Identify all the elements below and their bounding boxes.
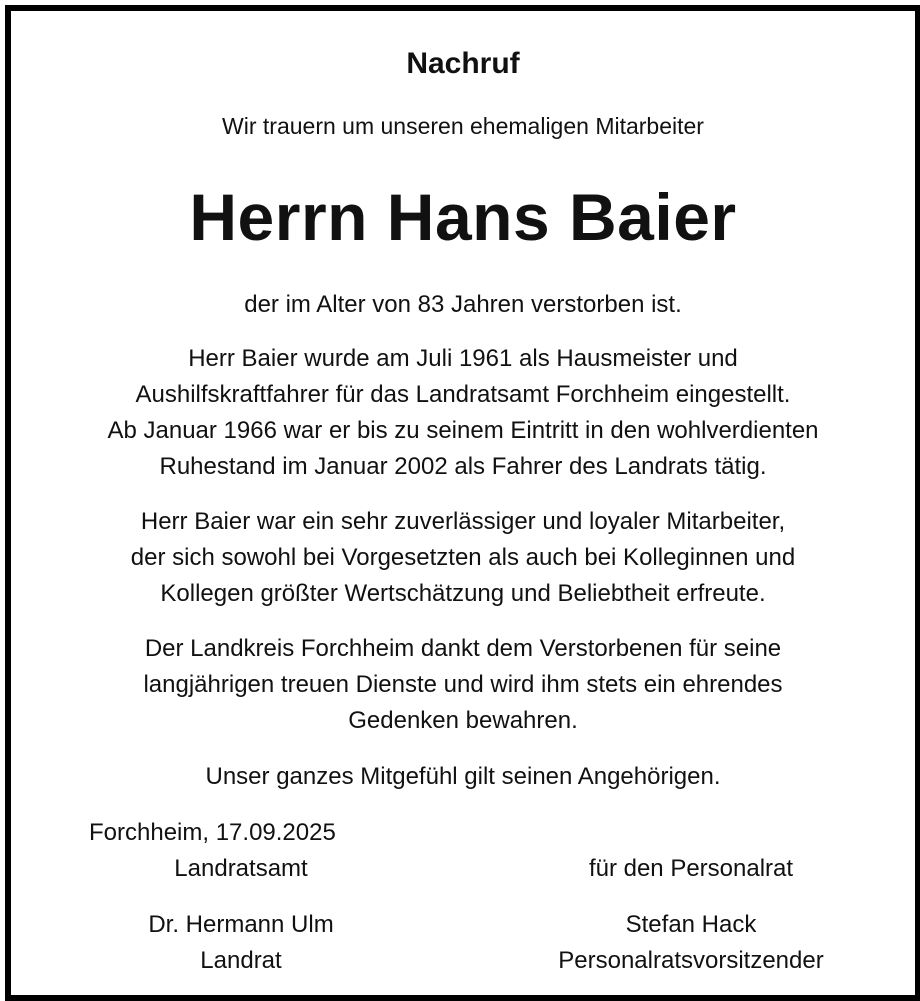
right-signatory xyxy=(511,907,871,979)
right-organization: für den Personalrat xyxy=(588,855,794,882)
age-line: der im Alter von 83 Jahren verstorben ist. xyxy=(244,291,682,318)
left-signatory xyxy=(111,907,371,979)
paragraph-sympathy xyxy=(11,759,915,795)
intro-line: Wir trauern um unseren ehemaligen Mitarbeiter xyxy=(222,113,704,139)
paragraph-line: Unser ganzes Mitgefühl gilt seinen Angehörigen. xyxy=(205,763,721,790)
paragraph-thanks xyxy=(11,631,915,739)
signatory-title: Landrat xyxy=(200,947,282,974)
paragraph-line: Der Landkreis Forchheim dankt dem Verstorbenen für seine xyxy=(144,635,782,662)
left-organization: Landratsamt xyxy=(174,855,308,882)
deceased-name: Herrn Hans Baier xyxy=(189,180,737,254)
paragraph-career xyxy=(11,341,915,485)
signatory-name: Stefan Hack xyxy=(625,911,757,938)
paragraph-line: Kollegen größter Wertschätzung und Beliebtheit erfreute. xyxy=(160,580,766,607)
notice-heading: Nachruf xyxy=(406,47,520,80)
paragraph-line: Ab Januar 1966 war er bis zu seinem Eintritt in den wohlverdienten xyxy=(107,417,819,444)
paragraph-line: Ruhestand im Januar 2002 als Fahrer des Landrats tätig. xyxy=(159,453,767,480)
paragraph-character xyxy=(11,504,915,612)
place-date: Forchheim, 17.09.2025 xyxy=(89,819,336,846)
signatory-name: Dr. Hermann Ulm xyxy=(148,911,334,938)
paragraph-line: Aushilfskraftfahrer für das Landratsamt Forchheim eingestellt. xyxy=(135,381,791,408)
paragraph-line: Herr Baier wurde am Juli 1961 als Hausmeister und xyxy=(188,345,738,372)
paragraph-line: Gedenken bewahren. xyxy=(348,707,578,734)
signatory-title: Personalratsvorsitzender xyxy=(558,947,824,974)
paragraph-line: Herr Baier war ein sehr zuverlässiger und loyaler Mitarbeiter, xyxy=(140,508,786,535)
obituary-notice xyxy=(5,5,920,1001)
paragraph-line: der sich sowohl bei Vorgesetzten als auch bei Kolleginnen und xyxy=(130,544,796,571)
paragraph-line: langjährigen treuen Dienste und wird ihm stets ein ehrendes xyxy=(143,671,783,698)
